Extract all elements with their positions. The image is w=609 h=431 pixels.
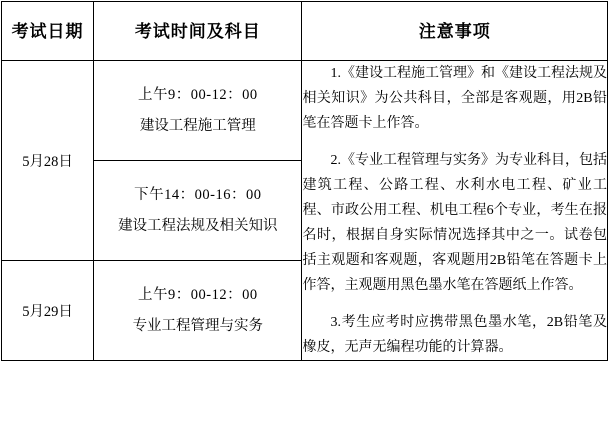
note-item: 2.《专业工程管理与实务》为专业科目，包括建筑工程、公路工程、水利水电工程、矿业工程、市政公用工程、机电工程6个专业，考生在报名时，根据自身实际情况选择其中之一。试卷包括主观题和客观题，客观题用2B铅笔在答题卡上作答，主观题用黑色墨水笔在答题纸上作答。 bbox=[302, 153, 607, 293]
exam-date-cell: 5月28日 bbox=[2, 61, 94, 261]
exam-session-time: 下午14：00-16：00 bbox=[134, 186, 262, 203]
exam-session-cell bbox=[94, 161, 302, 261]
exam-session-cell bbox=[94, 61, 302, 161]
exam-session-subject: 专业工程管理与实务 bbox=[132, 317, 264, 334]
table-header-row bbox=[2, 2, 608, 61]
column-header-notes: 注意事项 bbox=[302, 2, 608, 61]
exam-notes-cell bbox=[302, 61, 608, 361]
exam-session-time: 上午9：00-12：00 bbox=[138, 286, 258, 303]
exam-session-time: 上午9：00-12：00 bbox=[138, 86, 258, 103]
note-item: 1.《建设工程施工管理》和《建设工程法规及相关知识》为公共科目，全部是客观题，用2B铅笔在答题卡上作答。 bbox=[302, 66, 607, 131]
table-row bbox=[2, 61, 608, 161]
exam-date-cell: 5月29日 bbox=[2, 261, 94, 361]
note-item: 3.考生应考时应携带黑色墨水笔，2B铅笔及橡皮，无声无编程功能的计算器。 bbox=[302, 315, 607, 355]
column-header-subject: 考试时间及科目 bbox=[94, 2, 302, 61]
column-header-date: 考试日期 bbox=[2, 2, 94, 61]
exam-session-subject: 建设工程法规及相关知识 bbox=[118, 217, 278, 234]
exam-schedule-table bbox=[1, 1, 608, 361]
exam-session-subject: 建设工程施工管理 bbox=[139, 117, 256, 134]
exam-session-cell bbox=[94, 261, 302, 361]
